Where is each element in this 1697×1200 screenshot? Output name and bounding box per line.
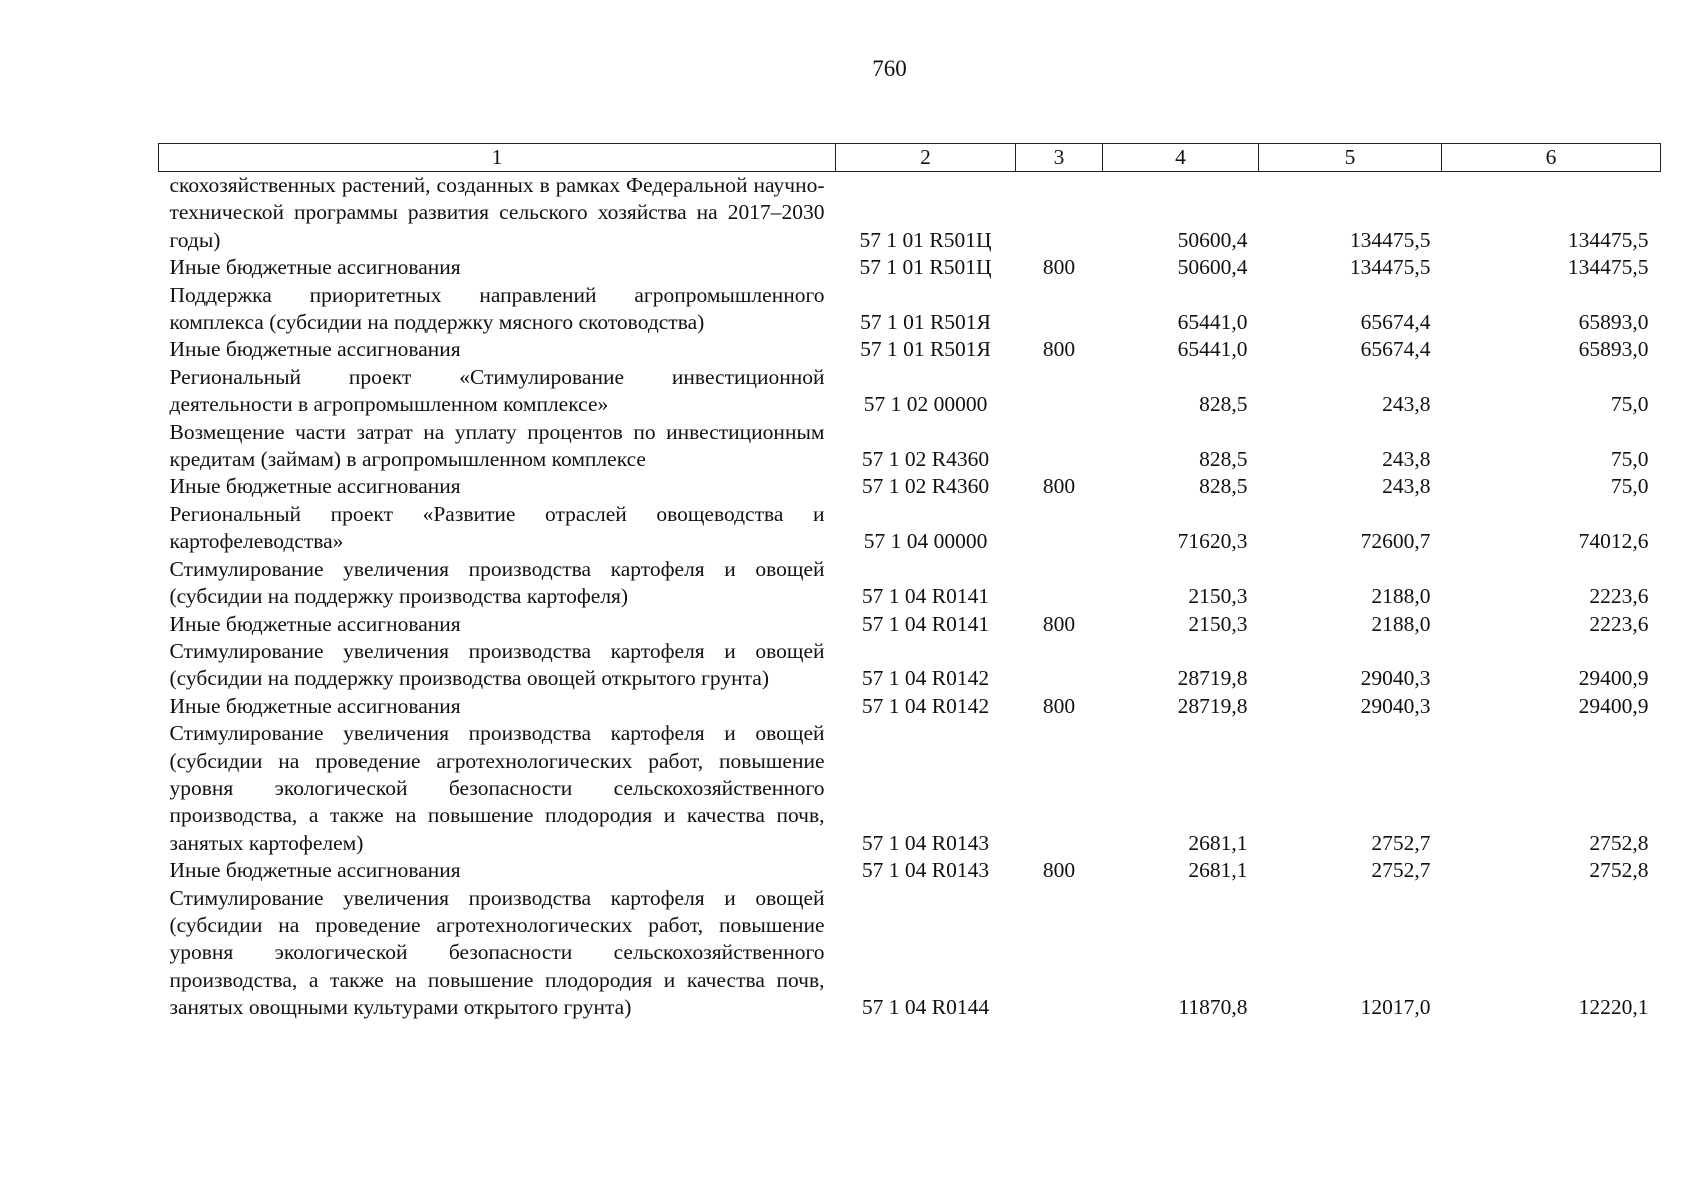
row-vr: 800 — [1042, 858, 1076, 883]
row-value-col4: 2150,3 — [1188, 584, 1248, 609]
row-vr — [1016, 419, 1103, 474]
row-name: Стимулирование увеличения производства картофеля и овощей (субсидии на проведение агротехнологических работ, повышение уровня экологической безопасности сельскохозяйственного производства, а также на повышение плодородия и качества почв, занятых картофелем) — [169, 721, 825, 855]
budget-table-container — [158, 143, 1660, 1022]
table-row — [159, 473, 1661, 500]
row-name: Стимулирование увеличения производства картофеля и овощей (субсидии на поддержку производства овощей открытого грунта) — [169, 638, 825, 691]
table-header — [159, 144, 1661, 172]
budget-table — [158, 143, 1661, 1022]
row-code: 57 1 02 R4360 — [861, 474, 990, 499]
row-value-col5: 243,8 — [1382, 474, 1431, 499]
row-vr — [1016, 364, 1103, 419]
row-value-col5: 134475,5 — [1349, 227, 1431, 252]
table-row — [159, 638, 1661, 693]
table-row — [159, 611, 1661, 638]
row-value-col5: 243,8 — [1382, 392, 1431, 417]
table-row — [159, 364, 1661, 419]
row-vr — [1016, 638, 1103, 693]
row-value-col6: 2752,8 — [1589, 858, 1649, 883]
row-vr: 800 — [1042, 474, 1076, 499]
header-col-5: 5 — [1259, 144, 1442, 172]
row-name: Региональный проект «Развитие отраслей овощеводства и картофелеводства» — [169, 501, 825, 554]
header-col-6: 6 — [1442, 144, 1661, 172]
row-code: 57 1 04 R0143 — [861, 830, 990, 855]
row-value-col6: 74012,6 — [1578, 529, 1649, 554]
row-name: Стимулирование увеличения производства картофеля и овощей (субсидии на поддержку производства картофеля) — [169, 556, 825, 609]
row-value-col4: 2681,1 — [1188, 858, 1248, 883]
table-row — [159, 419, 1661, 474]
row-value-col4: 65441,0 — [1177, 310, 1248, 335]
table-row — [159, 282, 1661, 337]
row-value-col4: 28719,8 — [1177, 666, 1248, 691]
row-value-col4: 11870,8 — [1178, 995, 1248, 1020]
row-value-col4: 828,5 — [1199, 447, 1248, 472]
header-col-3: 3 — [1016, 144, 1103, 172]
row-code: 57 1 02 R4360 — [861, 447, 990, 472]
table-row — [159, 254, 1661, 281]
row-value-col6: 29400,9 — [1578, 693, 1649, 718]
row-value-col4: 50600,4 — [1177, 227, 1248, 252]
row-value-col4: 65441,0 — [1177, 337, 1248, 362]
row-code: 57 1 04 R0143 — [861, 858, 990, 883]
row-value-col6: 75,0 — [1610, 474, 1649, 499]
row-vr: 800 — [1042, 693, 1076, 718]
row-name: Иные бюджетные ассигнования — [169, 611, 461, 636]
row-value-col6: 65893,0 — [1578, 337, 1649, 362]
header-row — [159, 144, 1661, 172]
row-vr — [1016, 282, 1103, 337]
row-value-col4: 28719,8 — [1177, 693, 1248, 718]
row-value-col5: 29040,3 — [1360, 693, 1431, 718]
row-value-col5: 65674,4 — [1360, 337, 1431, 362]
row-code: 57 1 04 R0144 — [861, 995, 990, 1020]
header-col-1: 1 — [159, 144, 836, 172]
row-value-col4: 2681,1 — [1188, 830, 1248, 855]
row-name: Стимулирование увеличения производства картофеля и овощей (субсидии на проведение агротехнологических работ, повышение уровня экологической безопасности сельскохозяйственного производства, а также на повышение плодородия и качества почв, занятых овощными культурами открытого грунта) — [169, 885, 825, 1020]
table-row — [159, 336, 1661, 363]
row-vr — [1016, 556, 1103, 611]
row-code: 57 1 04 R0141 — [861, 611, 990, 636]
row-code: 57 1 04 00000 — [863, 529, 988, 554]
header-col-4: 4 — [1103, 144, 1259, 172]
page-number: 760 — [872, 56, 907, 81]
row-value-col4: 71620,3 — [1177, 529, 1248, 554]
row-vr — [1016, 172, 1103, 255]
row-vr: 800 — [1042, 255, 1076, 280]
table-row — [159, 172, 1661, 255]
row-code: 57 1 01 R501Ц — [859, 255, 992, 280]
row-vr — [1016, 720, 1103, 857]
table-body — [159, 172, 1661, 1022]
row-value-col5: 2752,7 — [1371, 830, 1431, 855]
row-code: 57 1 04 R0142 — [861, 693, 990, 718]
row-value-col5: 2752,7 — [1371, 858, 1431, 883]
row-value-col6: 134475,5 — [1567, 255, 1649, 280]
row-value-col4: 828,5 — [1199, 392, 1248, 417]
row-value-col5: 2188,0 — [1371, 584, 1431, 609]
row-name: Иные бюджетные ассигнования — [169, 255, 461, 280]
row-value-col6: 65893,0 — [1578, 310, 1649, 335]
row-name: Поддержка приоритетных направлений агропромышленного комплекса (субсидии на поддержку мясного скотоводства) — [169, 282, 825, 335]
row-code: 57 1 04 R0142 — [861, 666, 990, 691]
row-code: 57 1 01 R501Ц — [859, 227, 992, 252]
row-value-col4: 828,5 — [1199, 474, 1248, 499]
row-name: Иные бюджетные ассигнования — [169, 693, 461, 718]
row-value-col5: 243,8 — [1382, 447, 1431, 472]
header-col-2: 2 — [836, 144, 1016, 172]
row-name: Иные бюджетные ассигнования — [169, 474, 461, 499]
row-vr: 800 — [1042, 611, 1076, 636]
row-value-col4: 50600,4 — [1177, 255, 1248, 280]
row-code: 57 1 02 00000 — [863, 392, 988, 417]
row-name: Возмещение части затрат на уплату процентов по инвестиционным кредитам (займам) в агропромышленном комплексе — [169, 419, 825, 472]
row-value-col5: 72600,7 — [1360, 529, 1431, 554]
row-code: 57 1 01 R501Я — [860, 310, 991, 335]
row-value-col6: 75,0 — [1610, 447, 1649, 472]
row-value-col6: 12220,1 — [1578, 995, 1649, 1020]
row-name: Региональный проект «Стимулирование инвестиционной деятельности в агропромышленном комплексе» — [169, 364, 825, 417]
table-row — [159, 720, 1661, 857]
row-name: Иные бюджетные ассигнования — [169, 858, 461, 883]
row-value-col6: 75,0 — [1610, 392, 1649, 417]
row-value-col5: 29040,3 — [1360, 666, 1431, 691]
row-value-col6: 2223,6 — [1589, 584, 1649, 609]
row-value-col4: 2150,3 — [1188, 611, 1248, 636]
row-value-col6: 29400,9 — [1578, 666, 1649, 691]
table-row — [159, 693, 1661, 720]
row-name: Иные бюджетные ассигнования — [169, 337, 461, 362]
row-value-col5: 2188,0 — [1371, 611, 1431, 636]
row-name: скохозяйственных растений, созданных в рамках Федеральной научно-технической программы развития сельского хозяйства на 2017–2030 годы) — [169, 173, 825, 252]
table-row — [159, 857, 1661, 884]
row-vr — [1016, 501, 1103, 556]
row-value-col5: 134475,5 — [1349, 255, 1431, 280]
table-row — [159, 556, 1661, 611]
row-code: 57 1 04 R0141 — [861, 584, 990, 609]
table-row — [159, 501, 1661, 556]
row-value-col6: 2223,6 — [1589, 611, 1649, 636]
row-vr: 800 — [1042, 337, 1076, 362]
row-value-col5: 65674,4 — [1360, 310, 1431, 335]
table-row — [159, 885, 1661, 1022]
row-value-col6: 2752,8 — [1589, 830, 1649, 855]
row-value-col5: 12017,0 — [1360, 995, 1431, 1020]
row-vr — [1016, 885, 1103, 1022]
row-code: 57 1 01 R501Я — [860, 337, 991, 362]
row-value-col6: 134475,5 — [1567, 227, 1649, 252]
